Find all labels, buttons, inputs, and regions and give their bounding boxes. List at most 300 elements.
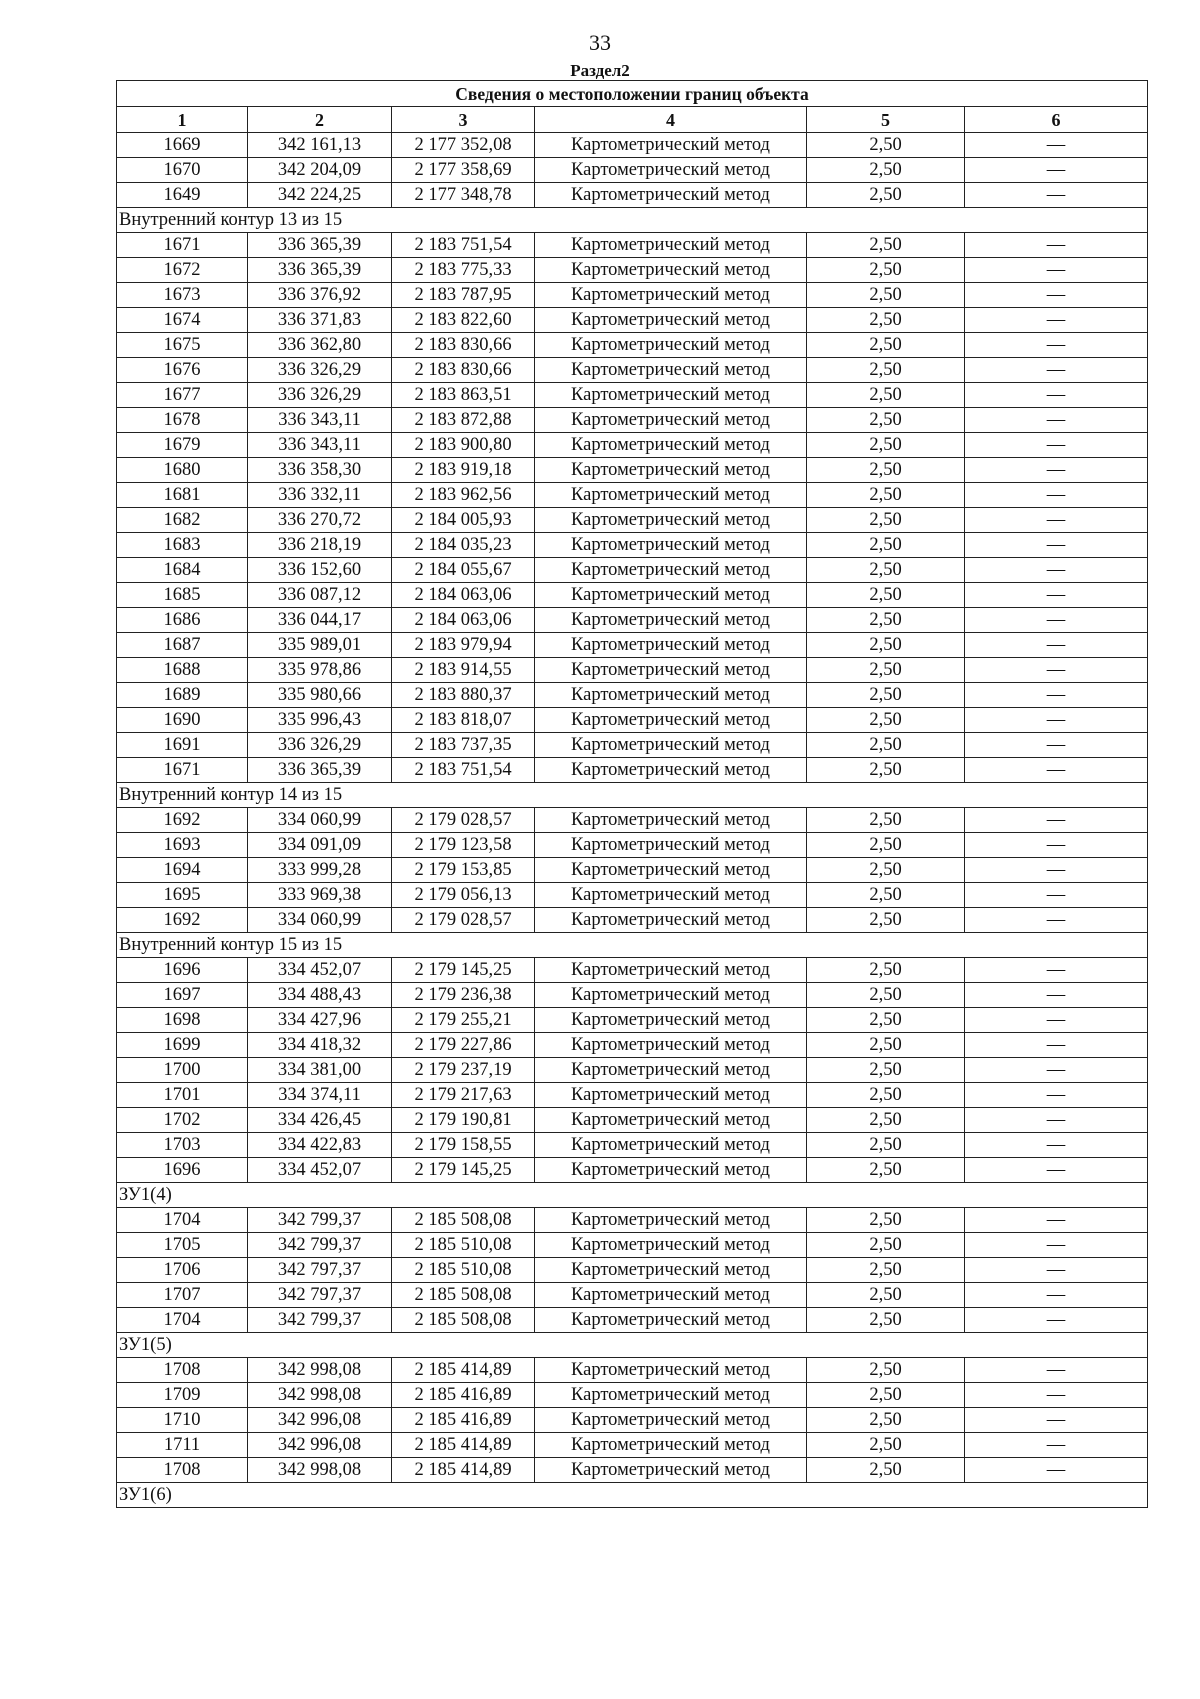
dash-value: —	[1046, 660, 1066, 680]
description-cell	[965, 1433, 1148, 1458]
y-coordinate-cell: 2 179 255,21	[392, 1008, 535, 1033]
point-number-cell: 1672	[117, 258, 248, 283]
y-coordinate-cell: 2 183 818,07	[392, 708, 535, 733]
accuracy-cell: 2,50	[807, 958, 965, 983]
y-coordinate-cell: 2 183 830,66	[392, 358, 535, 383]
method-cell: Картометрический метод	[535, 808, 807, 833]
method-cell: Картометрический метод	[535, 1358, 807, 1383]
point-number-cell: 1678	[117, 408, 248, 433]
description-cell	[965, 1158, 1148, 1183]
dash-value: —	[1046, 910, 1066, 930]
accuracy-cell: 2,50	[807, 1108, 965, 1133]
point-number-cell: 1681	[117, 483, 248, 508]
point-number-cell: 1708	[117, 1358, 248, 1383]
accuracy-cell: 2,50	[807, 133, 965, 158]
y-coordinate-cell: 2 184 063,06	[392, 583, 535, 608]
accuracy-cell: 2,50	[807, 1158, 965, 1183]
table-row	[117, 1158, 1148, 1183]
dash-value: —	[1046, 510, 1066, 530]
column-number: 5	[807, 107, 965, 133]
dash-value: —	[1046, 285, 1066, 305]
description-cell	[965, 583, 1148, 608]
accuracy-cell: 2,50	[807, 883, 965, 908]
method-cell: Картометрический метод	[535, 1083, 807, 1108]
y-coordinate-cell: 2 185 416,89	[392, 1383, 535, 1408]
description-cell	[965, 258, 1148, 283]
x-coordinate-cell: 336 365,39	[248, 258, 392, 283]
accuracy-cell: 2,50	[807, 558, 965, 583]
accuracy-cell: 2,50	[807, 283, 965, 308]
y-coordinate-cell: 2 183 775,33	[392, 258, 535, 283]
contour-header-row	[117, 1333, 1148, 1358]
point-number-cell: 1709	[117, 1383, 248, 1408]
dash-value: —	[1046, 1060, 1066, 1080]
x-coordinate-cell: 336 326,29	[248, 383, 392, 408]
x-coordinate-cell: 336 218,19	[248, 533, 392, 558]
table-row	[117, 358, 1148, 383]
point-number-cell: 1688	[117, 658, 248, 683]
description-cell	[965, 1058, 1148, 1083]
description-cell	[965, 608, 1148, 633]
contour-header-row	[117, 1183, 1148, 1208]
point-number-cell: 1704	[117, 1308, 248, 1333]
point-number-cell: 1684	[117, 558, 248, 583]
y-coordinate-cell: 2 177 348,78	[392, 183, 535, 208]
accuracy-cell: 2,50	[807, 1033, 965, 1058]
description-cell	[965, 1458, 1148, 1483]
y-coordinate-cell: 2 183 787,95	[392, 283, 535, 308]
column-number: 6	[965, 107, 1148, 133]
method-cell: Картометрический метод	[535, 1108, 807, 1133]
y-coordinate-cell: 2 183 979,94	[392, 633, 535, 658]
accuracy-cell: 2,50	[807, 583, 965, 608]
method-cell: Картометрический метод	[535, 1133, 807, 1158]
method-cell: Картометрический метод	[535, 658, 807, 683]
point-number-cell: 1692	[117, 908, 248, 933]
accuracy-cell: 2,50	[807, 433, 965, 458]
accuracy-cell: 2,50	[807, 1083, 965, 1108]
table-row	[117, 708, 1148, 733]
accuracy-cell: 2,50	[807, 1133, 965, 1158]
contour-label: ЗУ1(5)	[117, 1333, 1148, 1358]
point-number-cell: 1699	[117, 1033, 248, 1058]
method-cell: Картометрический метод	[535, 1233, 807, 1258]
dash-value: —	[1046, 585, 1066, 605]
table-row	[117, 1433, 1148, 1458]
dash-value: —	[1046, 460, 1066, 480]
dash-value: —	[1046, 560, 1066, 580]
y-coordinate-cell: 2 185 510,08	[392, 1258, 535, 1283]
point-number-cell: 1707	[117, 1283, 248, 1308]
dash-value: —	[1046, 860, 1066, 880]
accuracy-cell: 2,50	[807, 1408, 965, 1433]
accuracy-cell: 2,50	[807, 708, 965, 733]
method-cell: Картометрический метод	[535, 1308, 807, 1333]
description-cell	[965, 458, 1148, 483]
x-coordinate-cell: 335 996,43	[248, 708, 392, 733]
section-title: Раздел2	[570, 61, 630, 80]
contour-label: Внутренний контур 15 из 15	[117, 933, 1148, 958]
point-number-cell: 1685	[117, 583, 248, 608]
description-cell	[965, 808, 1148, 833]
dash-value: —	[1046, 410, 1066, 430]
table-row	[117, 558, 1148, 583]
boundary-coordinates-table	[116, 80, 1148, 1508]
y-coordinate-cell: 2 185 414,89	[392, 1433, 535, 1458]
dash-value: —	[1046, 385, 1066, 405]
accuracy-cell: 2,50	[807, 1358, 965, 1383]
table-row	[117, 583, 1148, 608]
point-number-cell: 1696	[117, 1158, 248, 1183]
table-row	[117, 733, 1148, 758]
description-cell	[965, 508, 1148, 533]
method-cell: Картометрический метод	[535, 283, 807, 308]
accuracy-cell: 2,50	[807, 408, 965, 433]
x-coordinate-cell: 334 422,83	[248, 1133, 392, 1158]
method-cell: Картометрический метод	[535, 733, 807, 758]
point-number-cell: 1702	[117, 1108, 248, 1133]
point-number-cell: 1674	[117, 308, 248, 333]
y-coordinate-cell: 2 179 227,86	[392, 1033, 535, 1058]
method-cell: Картометрический метод	[535, 633, 807, 658]
table-row	[117, 183, 1148, 208]
description-cell	[965, 633, 1148, 658]
y-coordinate-cell: 2 179 145,25	[392, 1158, 535, 1183]
accuracy-cell: 2,50	[807, 808, 965, 833]
y-coordinate-cell: 2 177 352,08	[392, 133, 535, 158]
accuracy-cell: 2,50	[807, 1458, 965, 1483]
description-cell	[965, 1083, 1148, 1108]
y-coordinate-cell: 2 184 063,06	[392, 608, 535, 633]
accuracy-cell: 2,50	[807, 308, 965, 333]
point-number-cell: 1703	[117, 1133, 248, 1158]
dash-value: —	[1046, 1110, 1066, 1130]
x-coordinate-cell: 333 969,38	[248, 883, 392, 908]
table-row	[117, 1033, 1148, 1058]
dash-value: —	[1046, 135, 1066, 155]
description-cell	[965, 1033, 1148, 1058]
dash-value: —	[1046, 760, 1066, 780]
method-cell: Картометрический метод	[535, 133, 807, 158]
accuracy-cell: 2,50	[807, 833, 965, 858]
table-row	[117, 1208, 1148, 1233]
contour-label: Внутренний контур 13 из 15	[117, 208, 1148, 233]
point-number-cell: 1683	[117, 533, 248, 558]
accuracy-cell: 2,50	[807, 533, 965, 558]
x-coordinate-cell: 342 799,37	[248, 1208, 392, 1233]
dash-value: —	[1046, 485, 1066, 505]
method-cell: Картометрический метод	[535, 883, 807, 908]
accuracy-cell: 2,50	[807, 758, 965, 783]
x-coordinate-cell: 335 980,66	[248, 683, 392, 708]
method-cell: Картометрический метод	[535, 533, 807, 558]
point-number-cell: 1704	[117, 1208, 248, 1233]
y-coordinate-cell: 2 179 190,81	[392, 1108, 535, 1133]
x-coordinate-cell: 334 418,32	[248, 1033, 392, 1058]
y-coordinate-cell: 2 179 217,63	[392, 1083, 535, 1108]
dash-value: —	[1046, 735, 1066, 755]
description-cell	[965, 658, 1148, 683]
description-cell	[965, 133, 1148, 158]
dash-value: —	[1046, 1085, 1066, 1105]
dash-value: —	[1046, 1285, 1066, 1305]
accuracy-cell: 2,50	[807, 183, 965, 208]
dash-value: —	[1046, 710, 1066, 730]
accuracy-cell: 2,50	[807, 333, 965, 358]
x-coordinate-cell: 334 427,96	[248, 1008, 392, 1033]
description-cell	[965, 383, 1148, 408]
table-row	[117, 1283, 1148, 1308]
table-row	[117, 533, 1148, 558]
x-coordinate-cell: 334 452,07	[248, 958, 392, 983]
y-coordinate-cell: 2 184 035,23	[392, 533, 535, 558]
point-number-cell: 1692	[117, 808, 248, 833]
y-coordinate-cell: 2 183 751,54	[392, 758, 535, 783]
x-coordinate-cell: 342 797,37	[248, 1283, 392, 1308]
description-cell	[965, 183, 1148, 208]
x-coordinate-cell: 336 358,30	[248, 458, 392, 483]
x-coordinate-cell: 336 362,80	[248, 333, 392, 358]
dash-value: —	[1046, 960, 1066, 980]
x-coordinate-cell: 336 326,29	[248, 733, 392, 758]
dash-value: —	[1046, 610, 1066, 630]
dash-value: —	[1046, 360, 1066, 380]
accuracy-cell: 2,50	[807, 1208, 965, 1233]
method-cell: Картометрический метод	[535, 1458, 807, 1483]
method-cell: Картометрический метод	[535, 1383, 807, 1408]
y-coordinate-cell: 2 185 508,08	[392, 1208, 535, 1233]
table-row	[117, 383, 1148, 408]
table-row	[117, 833, 1148, 858]
accuracy-cell: 2,50	[807, 258, 965, 283]
dash-value: —	[1046, 435, 1066, 455]
table-row	[117, 1108, 1148, 1133]
accuracy-cell: 2,50	[807, 1058, 965, 1083]
point-number-cell: 1649	[117, 183, 248, 208]
accuracy-cell: 2,50	[807, 983, 965, 1008]
method-cell: Картометрический метод	[535, 233, 807, 258]
description-cell	[965, 833, 1148, 858]
y-coordinate-cell: 2 179 237,19	[392, 1058, 535, 1083]
y-coordinate-cell: 2 179 145,25	[392, 958, 535, 983]
table-row	[117, 1258, 1148, 1283]
y-coordinate-cell: 2 185 414,89	[392, 1358, 535, 1383]
y-coordinate-cell: 2 179 123,58	[392, 833, 535, 858]
dash-value: —	[1046, 310, 1066, 330]
accuracy-cell: 2,50	[807, 458, 965, 483]
table-row	[117, 233, 1148, 258]
method-cell: Картометрический метод	[535, 1408, 807, 1433]
dash-value: —	[1046, 335, 1066, 355]
y-coordinate-cell: 2 184 055,67	[392, 558, 535, 583]
method-cell: Картометрический метод	[535, 358, 807, 383]
table-row	[117, 908, 1148, 933]
table-row	[117, 758, 1148, 783]
table-row	[117, 333, 1148, 358]
method-cell: Картометрический метод	[535, 458, 807, 483]
accuracy-cell: 2,50	[807, 1308, 965, 1333]
y-coordinate-cell: 2 183 914,55	[392, 658, 535, 683]
y-coordinate-cell: 2 179 158,55	[392, 1133, 535, 1158]
dash-value: —	[1046, 1360, 1066, 1380]
method-cell: Картометрический метод	[535, 583, 807, 608]
method-cell: Картометрический метод	[535, 1433, 807, 1458]
y-coordinate-cell: 2 185 508,08	[392, 1283, 535, 1308]
method-cell: Картометрический метод	[535, 1008, 807, 1033]
table-caption: Сведения о местоположении границ объекта	[117, 81, 1148, 107]
dash-value: —	[1046, 1135, 1066, 1155]
method-cell: Картометрический метод	[535, 558, 807, 583]
x-coordinate-cell: 342 161,13	[248, 133, 392, 158]
description-cell	[965, 308, 1148, 333]
y-coordinate-cell: 2 179 028,57	[392, 908, 535, 933]
point-number-cell: 1682	[117, 508, 248, 533]
accuracy-cell: 2,50	[807, 608, 965, 633]
contour-label: Внутренний контур 14 из 15	[117, 783, 1148, 808]
point-number-cell: 1701	[117, 1083, 248, 1108]
x-coordinate-cell: 336 343,11	[248, 433, 392, 458]
x-coordinate-cell: 342 998,08	[248, 1358, 392, 1383]
x-coordinate-cell: 335 978,86	[248, 658, 392, 683]
y-coordinate-cell: 2 185 414,89	[392, 1458, 535, 1483]
accuracy-cell: 2,50	[807, 1433, 965, 1458]
dash-value: —	[1046, 185, 1066, 205]
table-row	[117, 1408, 1148, 1433]
table-row	[117, 683, 1148, 708]
description-cell	[965, 758, 1148, 783]
point-number-cell: 1675	[117, 333, 248, 358]
method-cell: Картометрический метод	[535, 483, 807, 508]
dash-value: —	[1046, 535, 1066, 555]
table-row	[117, 1383, 1148, 1408]
method-cell: Картометрический метод	[535, 1283, 807, 1308]
dash-value: —	[1046, 1035, 1066, 1055]
table-row	[117, 1058, 1148, 1083]
method-cell: Картометрический метод	[535, 333, 807, 358]
table-row	[117, 658, 1148, 683]
y-coordinate-cell: 2 185 508,08	[392, 1308, 535, 1333]
column-number: 2	[248, 107, 392, 133]
dash-value: —	[1046, 1410, 1066, 1430]
description-cell	[965, 408, 1148, 433]
dash-value: —	[1046, 1160, 1066, 1180]
table-row	[117, 1308, 1148, 1333]
point-number-cell: 1670	[117, 158, 248, 183]
x-coordinate-cell: 334 060,99	[248, 808, 392, 833]
description-cell	[965, 1133, 1148, 1158]
method-cell: Картометрический метод	[535, 1258, 807, 1283]
description-cell	[965, 158, 1148, 183]
dash-value: —	[1046, 635, 1066, 655]
method-cell: Картометрический метод	[535, 1058, 807, 1083]
description-cell	[965, 558, 1148, 583]
table-row	[117, 133, 1148, 158]
method-cell: Картометрический метод	[535, 408, 807, 433]
point-number-cell: 1693	[117, 833, 248, 858]
x-coordinate-cell: 336 343,11	[248, 408, 392, 433]
dash-value: —	[1046, 1460, 1066, 1480]
dash-value: —	[1046, 1310, 1066, 1330]
y-coordinate-cell: 2 183 822,60	[392, 308, 535, 333]
description-cell	[965, 1008, 1148, 1033]
x-coordinate-cell: 336 087,12	[248, 583, 392, 608]
dash-value: —	[1046, 1235, 1066, 1255]
x-coordinate-cell: 334 426,45	[248, 1108, 392, 1133]
x-coordinate-cell: 342 204,09	[248, 158, 392, 183]
table-row	[117, 508, 1148, 533]
method-cell: Картометрический метод	[535, 1033, 807, 1058]
point-number-cell: 1708	[117, 1458, 248, 1483]
method-cell: Картометрический метод	[535, 683, 807, 708]
method-cell: Картометрический метод	[535, 1208, 807, 1233]
dash-value: —	[1046, 835, 1066, 855]
description-cell	[965, 1408, 1148, 1433]
point-number-cell: 1710	[117, 1408, 248, 1433]
accuracy-cell: 2,50	[807, 658, 965, 683]
description-cell	[965, 983, 1148, 1008]
table-row	[117, 1008, 1148, 1033]
point-number-cell: 1677	[117, 383, 248, 408]
accuracy-cell: 2,50	[807, 1283, 965, 1308]
method-cell: Картометрический метод	[535, 383, 807, 408]
accuracy-cell: 2,50	[807, 683, 965, 708]
x-coordinate-cell: 334 381,00	[248, 1058, 392, 1083]
point-number-cell: 1696	[117, 958, 248, 983]
description-cell	[965, 1108, 1148, 1133]
dash-value: —	[1046, 235, 1066, 255]
method-cell: Картометрический метод	[535, 708, 807, 733]
method-cell: Картометрический метод	[535, 758, 807, 783]
table-row	[117, 608, 1148, 633]
x-coordinate-cell: 336 332,11	[248, 483, 392, 508]
dash-value: —	[1046, 1260, 1066, 1280]
table-row	[117, 1233, 1148, 1258]
description-cell	[965, 733, 1148, 758]
method-cell: Картометрический метод	[535, 908, 807, 933]
dash-value: —	[1046, 885, 1066, 905]
description-cell	[965, 883, 1148, 908]
contour-header-row	[117, 208, 1148, 233]
y-coordinate-cell: 2 185 416,89	[392, 1408, 535, 1433]
column-number: 1	[117, 107, 248, 133]
point-number-cell: 1680	[117, 458, 248, 483]
point-number-cell: 1691	[117, 733, 248, 758]
point-number-cell: 1706	[117, 1258, 248, 1283]
table-row	[117, 1358, 1148, 1383]
description-cell	[965, 233, 1148, 258]
method-cell: Картометрический метод	[535, 508, 807, 533]
contour-label: ЗУ1(6)	[117, 1483, 1148, 1508]
x-coordinate-cell: 336 044,17	[248, 608, 392, 633]
y-coordinate-cell: 2 179 028,57	[392, 808, 535, 833]
x-coordinate-cell: 342 224,25	[248, 183, 392, 208]
y-coordinate-cell: 2 183 872,88	[392, 408, 535, 433]
accuracy-cell: 2,50	[807, 1258, 965, 1283]
point-number-cell: 1671	[117, 758, 248, 783]
table-row	[117, 858, 1148, 883]
accuracy-cell: 2,50	[807, 1383, 965, 1408]
accuracy-cell: 2,50	[807, 508, 965, 533]
table-row	[117, 958, 1148, 983]
x-coordinate-cell: 342 996,08	[248, 1408, 392, 1433]
y-coordinate-cell: 2 184 005,93	[392, 508, 535, 533]
y-coordinate-cell: 2 183 919,18	[392, 458, 535, 483]
point-number-cell: 1671	[117, 233, 248, 258]
x-coordinate-cell: 334 374,11	[248, 1083, 392, 1108]
point-number-cell: 1698	[117, 1008, 248, 1033]
x-coordinate-cell: 342 797,37	[248, 1258, 392, 1283]
dash-value: —	[1046, 810, 1066, 830]
